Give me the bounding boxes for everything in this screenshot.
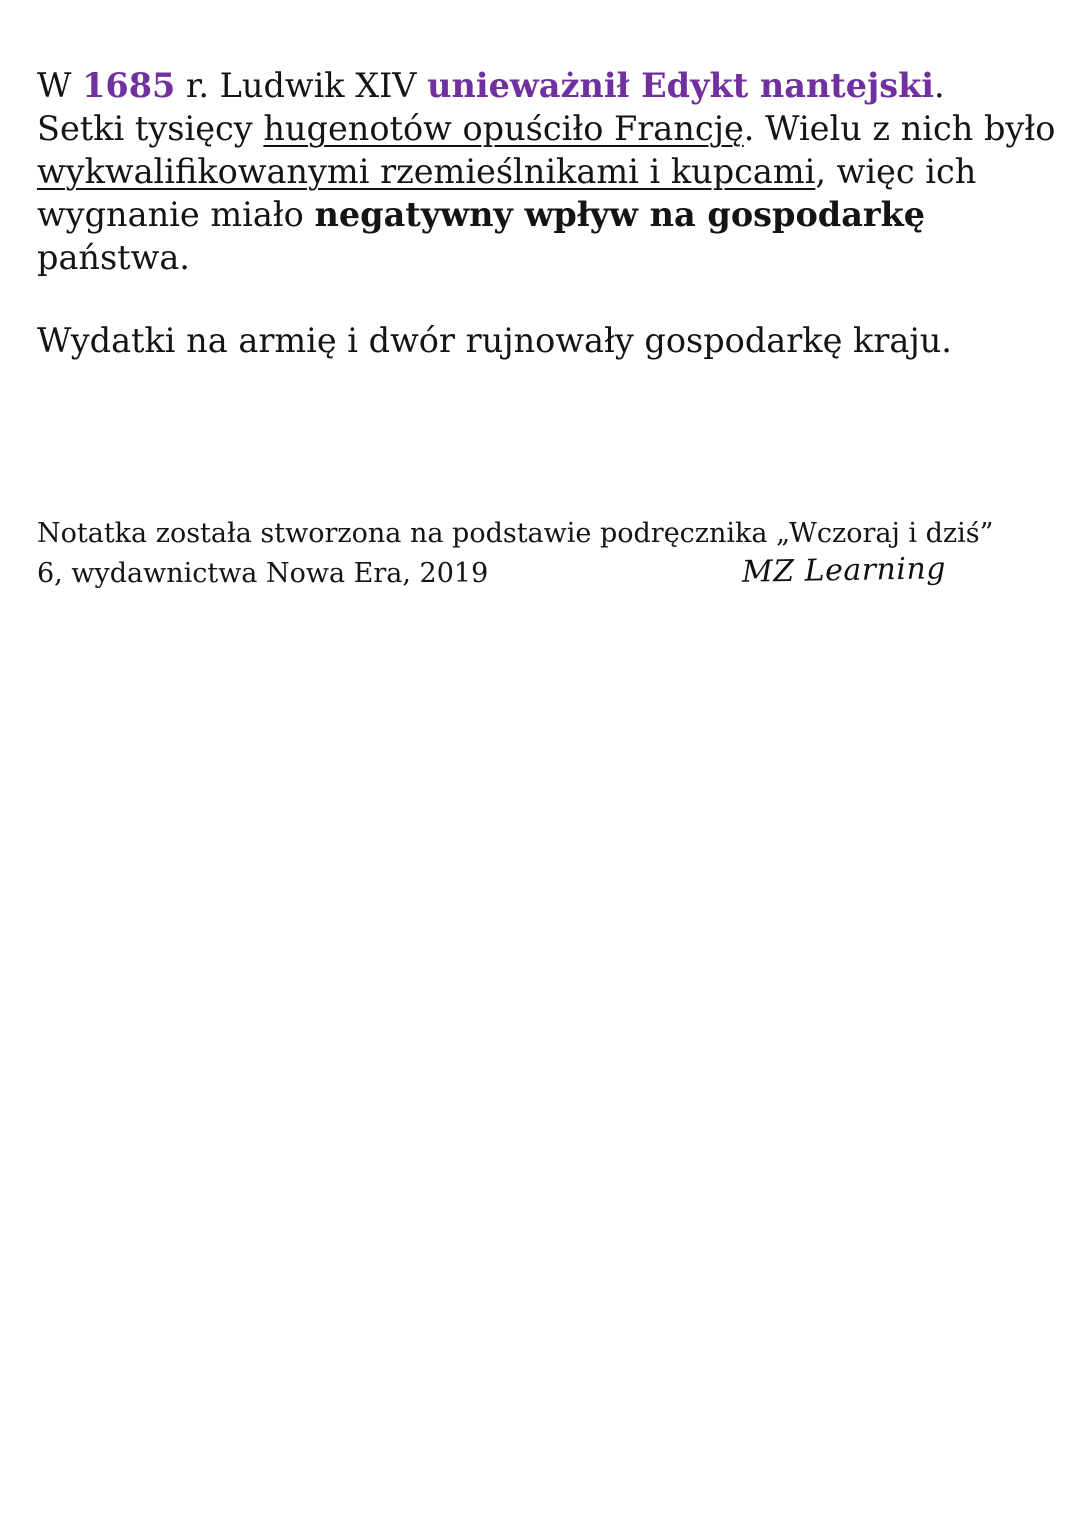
note-body	[37, 64, 1057, 362]
text-segment: Setki tysięcy	[37, 109, 264, 148]
author-signature: MZ Learning	[741, 551, 947, 590]
underlined-huguenots: hugenotów opuściło Francję	[263, 109, 744, 148]
text-segment: , więc ich wygnanie miało	[37, 152, 977, 234]
highlight-revocation: unieważnił Edykt nantejski	[427, 66, 935, 105]
text-segment: państwa.	[37, 238, 190, 277]
paragraph-expenses: Wydatki na armię i dwór rujnowały gospodarkę kraju.	[37, 321, 952, 360]
bold-economy-impact: negatywny wpływ na gospodarkę	[314, 195, 926, 234]
text-segment: .	[934, 66, 945, 105]
paragraph-edict	[37, 64, 1057, 279]
text-segment: r. Ludwik XIV	[175, 66, 428, 105]
highlight-year: 1685	[82, 66, 176, 105]
footnote-line-2: 6, wydawnictwa Nowa Era, 2019	[37, 558, 489, 589]
text-segment: . Wielu z nich było	[743, 109, 1056, 148]
text-segment: W	[37, 66, 83, 105]
footnote-line-1: Notatka została stworzona na podstawie podręcznika „Wczoraj i dziś”	[37, 518, 994, 549]
underlined-craftsmen: wykwalifikowanymi rzemieślnikami i kupcami	[37, 152, 816, 191]
